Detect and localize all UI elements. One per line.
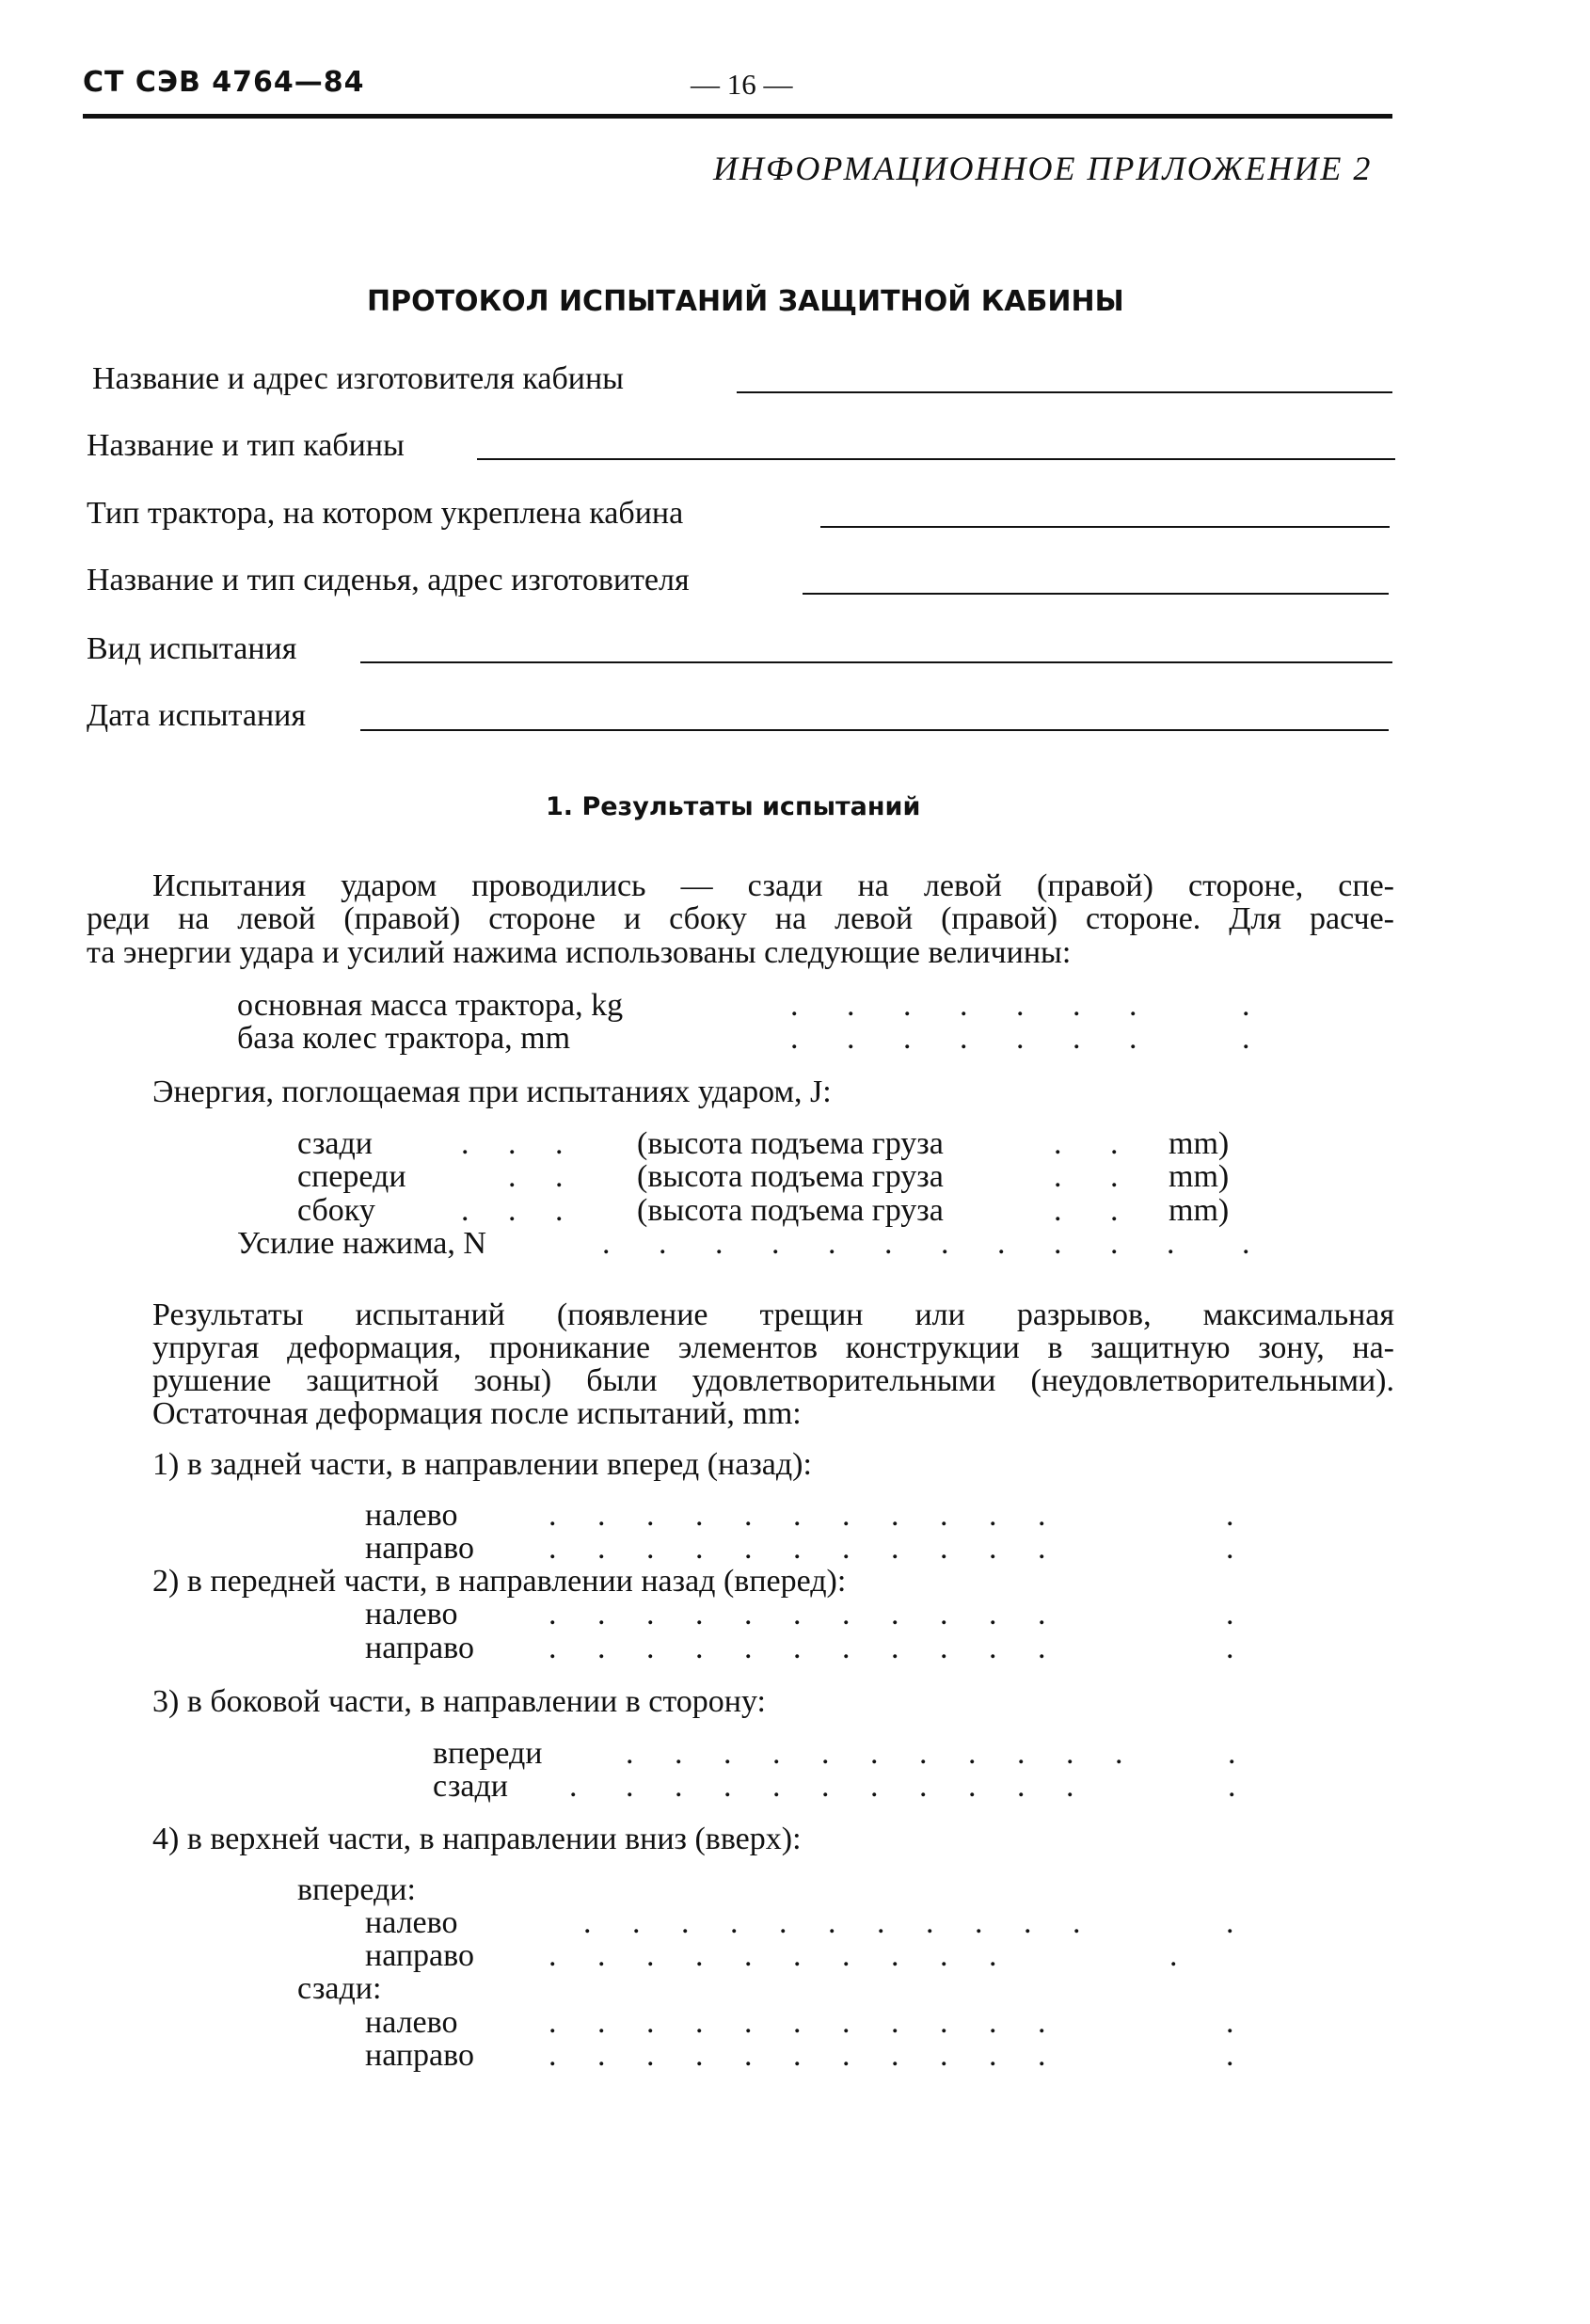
section-heading: 1. Результаты испытаний <box>546 792 921 821</box>
intro-line-3: та энергии удара и усилий нажима использованы следующие величины: <box>87 935 1072 970</box>
deformation-item-front: впереди <box>433 1736 543 1771</box>
header-rule <box>83 114 1392 119</box>
energy-lift-lateral: (высота подъема груза <box>637 1193 944 1228</box>
deformation-item-left: налево <box>365 2005 458 2040</box>
deformation-group-rear: сзади: <box>297 1971 382 2006</box>
field-label-manufacturer: Название и адрес изготовителя кабины <box>92 361 624 396</box>
intro-line-2: реди на левой (правой) стороне и сбоку на левой (правой) стороне. Для расче- <box>87 901 1394 936</box>
residual-heading: Остаточная деформация после испытаний, mm: <box>152 1396 802 1431</box>
energy-side-lateral: сбоку <box>297 1193 375 1228</box>
energy-lift-front: (высота подъема груза <box>637 1159 944 1194</box>
field-label-test-date: Дата испытания <box>87 698 306 733</box>
energy-unit-lateral: mm) <box>1169 1193 1230 1228</box>
protocol-title: ПРОТОКОЛ ИСПЫТАНИЙ ЗАЩИТНОЙ КАБИНЫ <box>367 285 1124 318</box>
value-wheelbase: база колес трактора, mm <box>237 1021 571 1056</box>
energy-side-rear: сзади <box>297 1126 373 1161</box>
deformation-heading-side: 3) в боковой части, в направлении в сторону: <box>152 1684 766 1719</box>
energy-unit-front: mm) <box>1169 1159 1230 1194</box>
energy-lift-rear: (высота подъема груза <box>637 1126 944 1161</box>
intro-line-1: Испытания ударом проводились — сзади на левой (правой) стороне, спе- <box>152 868 1394 903</box>
energy-unit-rear: mm) <box>1169 1126 1230 1161</box>
appendix-title: ИНФОРМАЦИОННОЕ ПРИЛОЖЕНИЕ 2 <box>713 150 1373 187</box>
field-line-cab-type[interactable] <box>477 458 1395 460</box>
deformation-heading-rear: 1) в задней части, в направлении вперед (назад): <box>152 1447 812 1482</box>
field-label-tractor-type: Тип трактора, на котором укреплена кабина <box>87 496 684 531</box>
standard-code: СТ СЭВ 4764—84 <box>83 66 365 99</box>
deformation-item-right: направо <box>365 1938 474 1973</box>
deformation-item-left: налево <box>365 1905 458 1940</box>
results-line-2: упругая деформация, проникание элементов конструкции в защитную зону, на- <box>152 1330 1394 1365</box>
deformation-item-right: направо <box>365 1531 474 1566</box>
energy-side-front: спереди <box>297 1159 406 1194</box>
field-line-seat[interactable] <box>803 593 1389 595</box>
field-line-test-date[interactable] <box>360 729 1389 731</box>
deformation-item-rear: сзади <box>433 1769 508 1804</box>
value-tractor-mass: основная масса трактора, kg <box>237 988 624 1023</box>
field-label-cab-type: Название и тип кабины <box>87 428 405 463</box>
field-label-seat: Название и тип сиденья, адрес изготовителя <box>87 563 690 597</box>
page-number: — 16 — <box>691 68 793 101</box>
deformation-heading-front: 2) в передней части, в направлении назад (вперед): <box>152 1564 847 1599</box>
results-line-3: рушение защитной зоны) были удовлетворительными (неудовлетворительными). <box>152 1363 1394 1398</box>
deformation-item-right: направо <box>365 1631 474 1665</box>
field-line-manufacturer[interactable] <box>737 391 1392 393</box>
field-line-tractor-type[interactable] <box>820 526 1390 528</box>
results-line-1: Результаты испытаний (появление трещин или разрывов, максимальная <box>152 1297 1394 1332</box>
deformation-item-right: направо <box>365 2038 474 2073</box>
field-label-test-kind: Вид испытания <box>87 631 297 666</box>
deformation-heading-top: 4) в верхней части, в направлении вниз (вверх): <box>152 1822 802 1856</box>
pressure-label: Усилие нажима, N <box>237 1226 486 1261</box>
deformation-group-front: впереди: <box>297 1872 416 1907</box>
energy-heading: Энергия, поглощаемая при испытаниях ударом, J: <box>152 1074 832 1109</box>
deformation-item-left: налево <box>365 1597 458 1632</box>
field-line-test-kind[interactable] <box>360 661 1392 663</box>
deformation-item-left: налево <box>365 1498 458 1533</box>
